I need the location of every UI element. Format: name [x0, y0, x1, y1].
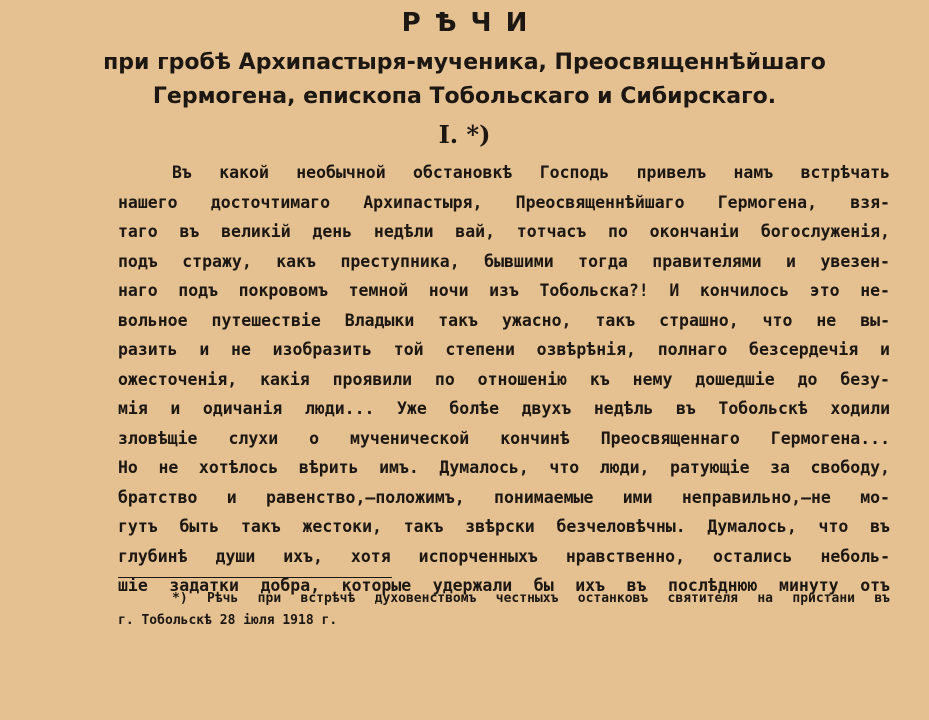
section-number: I. *)	[438, 120, 491, 149]
footnote	[118, 588, 890, 632]
text-line: мія и одичанія люди... Уже болѣе двухъ недѣль въ Тобольскѣ ходили	[118, 399, 890, 418]
body-paragraph	[118, 158, 890, 601]
text-line: нашего досточтимаго Архипастыря, Преосвященнѣйшаго Гермогена, взя-	[118, 192, 890, 212]
subtitle-line: Гермогена, епископа Тобольскаго и Сибирскаго.	[152, 84, 777, 109]
text-line: ожесточенія, какія проявили по отношенію къ нему дошедшіе до безу-	[118, 369, 890, 389]
text-line: вольное путешествіе Владыки такъ ужасно, такъ страшно, что не вы-	[118, 310, 890, 330]
text-line: гутъ быть такъ жестоки, такъ звѣрски безчеловѣчны. Думалось, что въ	[118, 517, 890, 536]
subtitle-line: при гробѣ Архипастыря-мученика, Преосвященнѣйшаго	[103, 50, 826, 75]
text-line: шіе задатки добра, которые удержали бы ихъ въ послѣднюю минуту отъ	[118, 576, 890, 595]
footnote-line: г. Тобольскѣ 28 іюля 1918 г.	[118, 613, 338, 628]
text-line: наго подъ покровомъ темной ночи изъ Тобольска?! И кончилось это не-	[118, 281, 890, 300]
text-line: братство и равенство,—положимъ, понимаемые ими неправильно,—не мо-	[118, 487, 890, 507]
footnote-line: *) Рѣчь при встрѣчѣ духовенствомъ честныхъ останковъ святителя на пристани въ	[172, 591, 890, 606]
text-line: подъ стражу, какъ преступника, бывшими тогда правителями и увезен-	[118, 251, 890, 271]
text-line: разить и не изобразить той степени озвѣрѣнія, полнаго безсердечія и	[118, 340, 890, 359]
text-line: Но не хотѣлось вѣрить имъ. Думалось, что люди, ратующіе за свободу,	[118, 458, 890, 477]
page-title: РѢЧИ	[401, 8, 542, 38]
footnote-divider	[118, 577, 392, 578]
text-line: зловѣщіе слухи о мученической кончинѣ Преосвященнаго Гермогена...	[118, 428, 890, 448]
text-line: Въ какой необычной обстановкѣ Господь привелъ намъ встрѣчать	[172, 163, 890, 182]
subtitle	[0, 46, 929, 114]
text-line: глубинѣ души ихъ, хотя испорченныхъ нравственно, остались неболь-	[118, 546, 890, 566]
text-line: таго въ великій день недѣли вай, тотчасъ по окончаніи богослуженія,	[118, 222, 890, 241]
